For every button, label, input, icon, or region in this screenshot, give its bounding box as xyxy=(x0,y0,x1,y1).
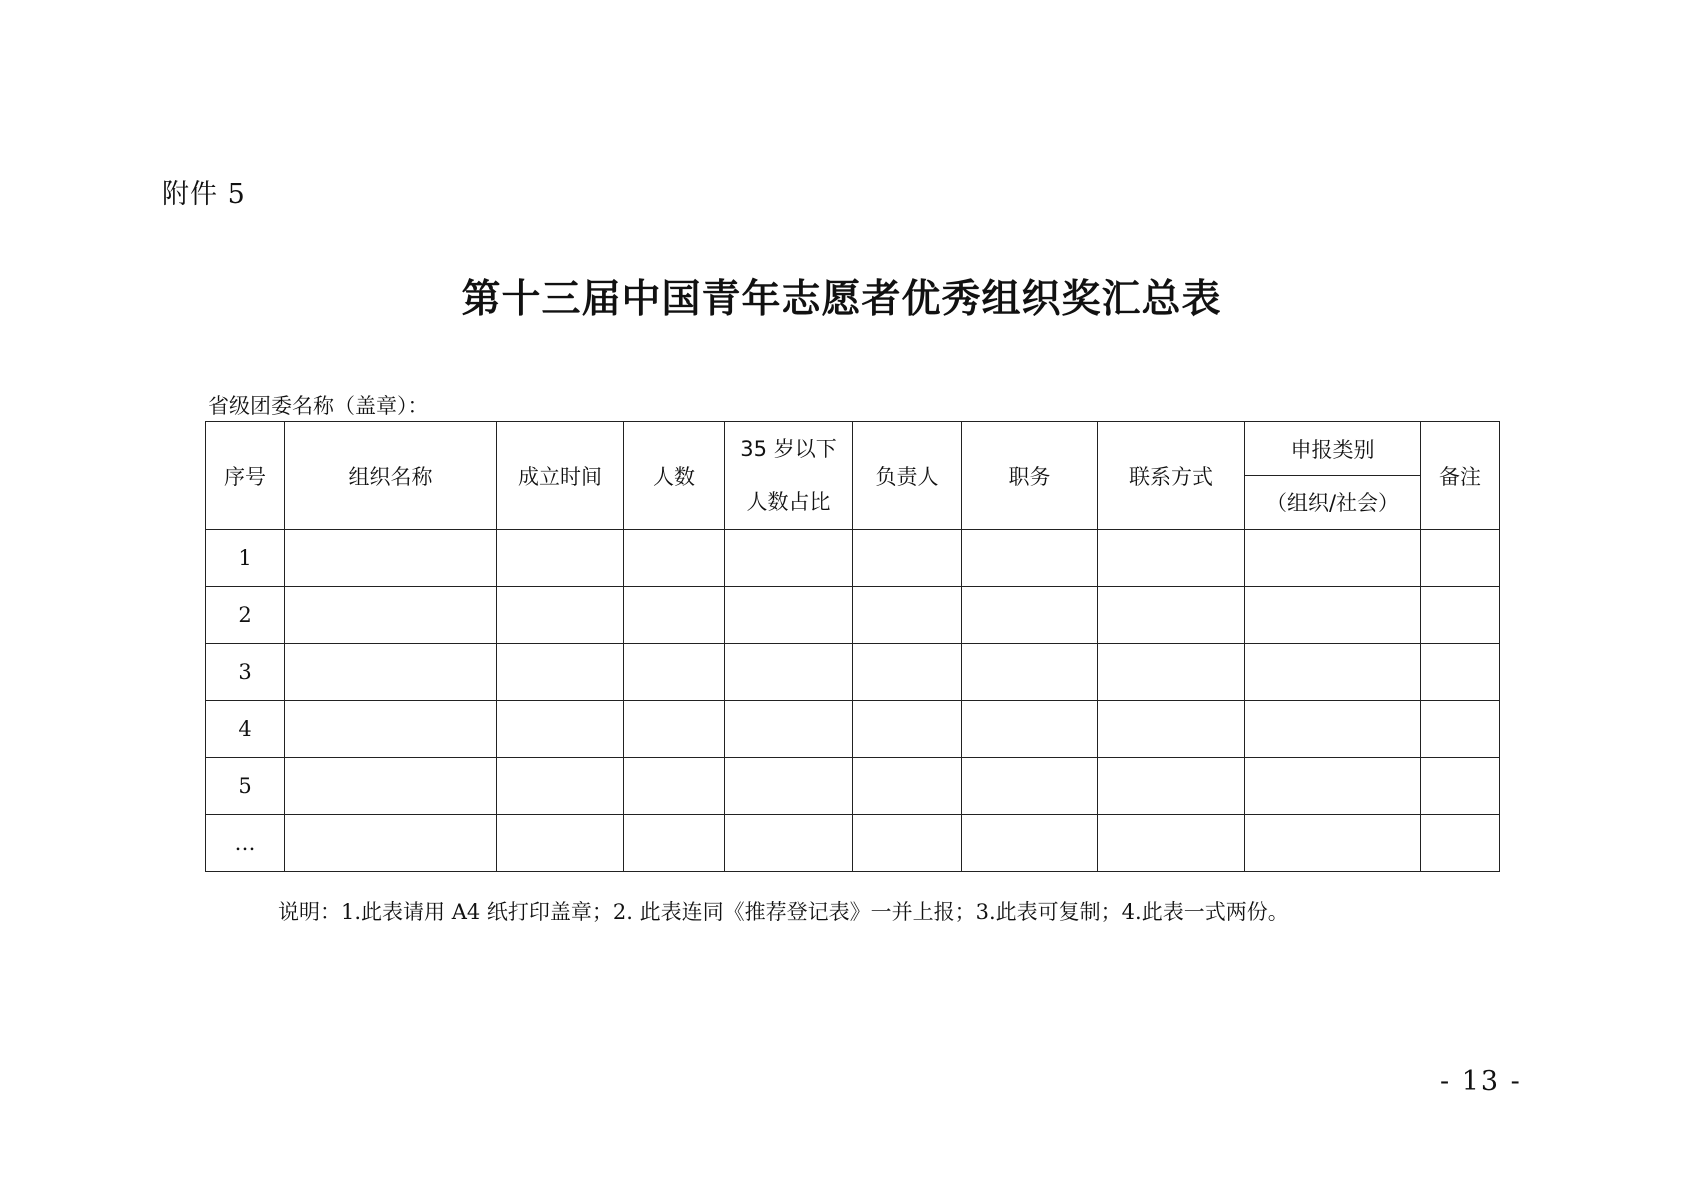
table-row xyxy=(206,644,1500,701)
cell-ratio xyxy=(725,530,853,587)
cell-contact xyxy=(1098,644,1245,701)
organization-label: 省级团委名称（盖章）： xyxy=(208,394,429,418)
table-row xyxy=(206,701,1500,758)
row-seq: 1 xyxy=(206,530,285,587)
cell-ratio xyxy=(725,587,853,644)
header-seq: 序号 xyxy=(206,422,285,530)
cell-ratio xyxy=(725,644,853,701)
row-seq: 5 xyxy=(206,758,285,815)
header-category: 申报类别 xyxy=(1245,422,1421,476)
cell-count xyxy=(624,758,725,815)
cell-leader xyxy=(853,701,962,758)
cell-contact xyxy=(1098,530,1245,587)
cell-category xyxy=(1245,644,1421,701)
cell-remarks xyxy=(1421,701,1500,758)
cell-count xyxy=(624,530,725,587)
cell-position xyxy=(962,758,1098,815)
cell-leader xyxy=(853,530,962,587)
header-ratio xyxy=(725,422,853,530)
header-org-name: 组织名称 xyxy=(285,422,497,530)
header-ratio-line2: 人数占比 xyxy=(746,490,831,514)
cell-category xyxy=(1245,587,1421,644)
cell-leader xyxy=(853,758,962,815)
table-body xyxy=(206,530,1500,872)
cell-remarks xyxy=(1421,644,1500,701)
cell-org-name xyxy=(285,530,497,587)
header-ratio-line1: 35 岁以下 xyxy=(740,437,837,461)
cell-contact xyxy=(1098,815,1245,872)
cell-position xyxy=(962,530,1098,587)
header-position: 职务 xyxy=(962,422,1098,530)
cell-position xyxy=(962,644,1098,701)
note-text: 说明：1.此表请用 A4 纸打印盖章；2. 此表连同《推荐登记表》一并上报；3.此表可复制；4.此表一式两份。 xyxy=(278,900,1289,924)
cell-contact xyxy=(1098,758,1245,815)
cell-org-name xyxy=(285,701,497,758)
cell-category xyxy=(1245,701,1421,758)
cell-ratio xyxy=(725,701,853,758)
cell-category xyxy=(1245,758,1421,815)
cell-category xyxy=(1245,530,1421,587)
row-seq: 2 xyxy=(206,587,285,644)
cell-remarks xyxy=(1421,815,1500,872)
annex-label: 附件 5 xyxy=(162,179,246,210)
cell-position xyxy=(962,701,1098,758)
row-seq: 4 xyxy=(206,701,285,758)
table-row xyxy=(206,815,1500,872)
table-row xyxy=(206,758,1500,815)
cell-org-name xyxy=(285,644,497,701)
cell-founded xyxy=(497,701,624,758)
cell-leader xyxy=(853,815,962,872)
cell-leader xyxy=(853,644,962,701)
cell-count xyxy=(624,815,725,872)
summary-table xyxy=(205,421,1500,872)
page-number: - 13 - xyxy=(1440,1066,1522,1097)
cell-ratio xyxy=(725,758,853,815)
header-count: 人数 xyxy=(624,422,725,530)
header-remarks: 备注 xyxy=(1421,422,1500,530)
header-category-sub: （组织/社会） xyxy=(1245,476,1421,530)
cell-org-name xyxy=(285,587,497,644)
row-seq: 3 xyxy=(206,644,285,701)
cell-contact xyxy=(1098,587,1245,644)
cell-count xyxy=(624,587,725,644)
table-row xyxy=(206,587,1500,644)
cell-org-name xyxy=(285,815,497,872)
cell-founded xyxy=(497,758,624,815)
table-row xyxy=(206,530,1500,587)
cell-contact xyxy=(1098,701,1245,758)
header-founded: 成立时间 xyxy=(497,422,624,530)
cell-remarks xyxy=(1421,530,1500,587)
row-seq: … xyxy=(206,815,285,872)
cell-position xyxy=(962,587,1098,644)
cell-position xyxy=(962,815,1098,872)
cell-org-name xyxy=(285,758,497,815)
cell-remarks xyxy=(1421,587,1500,644)
cell-count xyxy=(624,701,725,758)
cell-leader xyxy=(853,587,962,644)
cell-founded xyxy=(497,815,624,872)
header-leader: 负责人 xyxy=(853,422,962,530)
cell-founded xyxy=(497,530,624,587)
cell-founded xyxy=(497,644,624,701)
document-title: 第十三届中国青年志愿者优秀组织奖汇总表 xyxy=(461,276,1222,322)
header-contact: 联系方式 xyxy=(1098,422,1245,530)
cell-remarks xyxy=(1421,758,1500,815)
cell-count xyxy=(624,644,725,701)
cell-category xyxy=(1245,815,1421,872)
cell-ratio xyxy=(725,815,853,872)
cell-founded xyxy=(497,587,624,644)
